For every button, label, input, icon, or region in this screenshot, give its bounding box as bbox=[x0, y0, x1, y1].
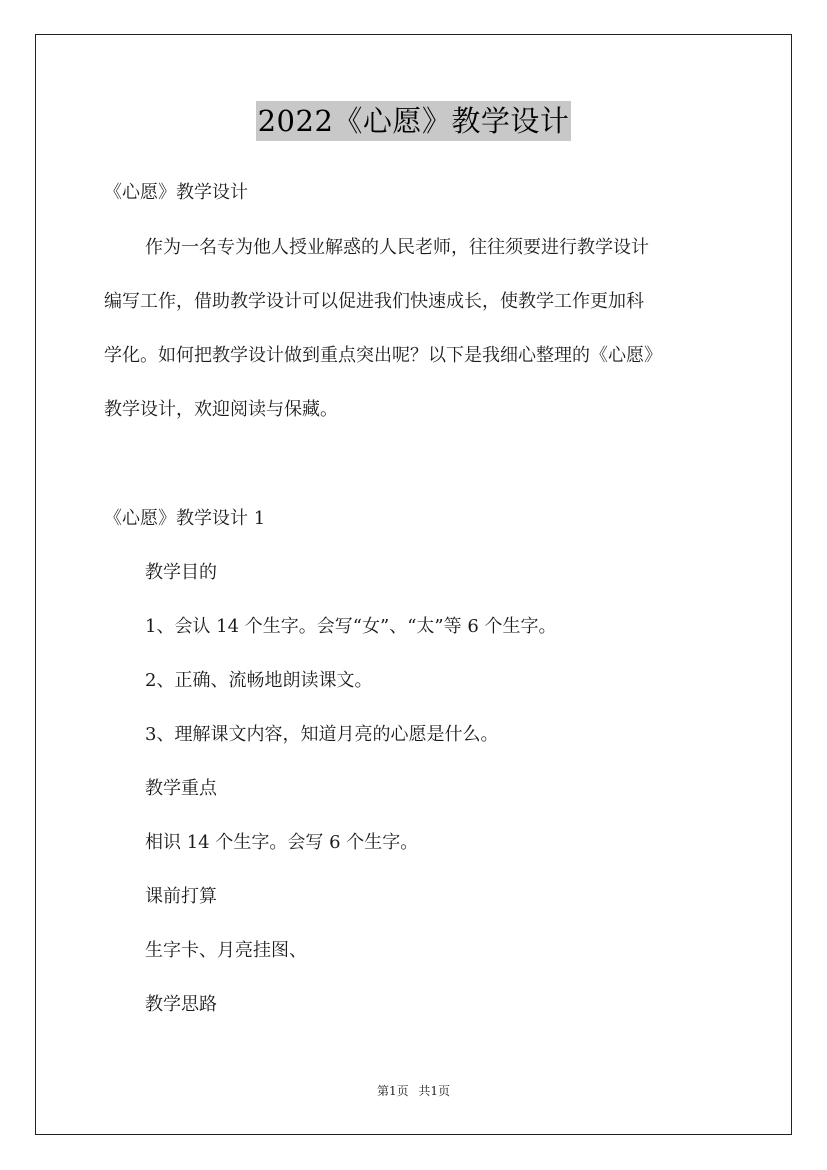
preparation-heading: 课前打算 bbox=[145, 886, 217, 907]
page-number-current: 第1页 bbox=[376, 1084, 409, 1098]
approach-heading: 教学思路 bbox=[145, 994, 217, 1015]
title-container bbox=[0, 101, 827, 141]
page-footer bbox=[0, 1083, 827, 1099]
document-title: 2022《心愿》教学设计 bbox=[256, 101, 572, 141]
intro-paragraph-line: 作为一名专为他人授业解惑的人民老师，往往须要进行教学设计 bbox=[145, 237, 649, 258]
page-number-total: 共1页 bbox=[418, 1084, 451, 1098]
intro-paragraph-line: 教学设计，欢迎阅读与保藏。 bbox=[104, 399, 338, 420]
objective-item: 1、会认 14 个生字。会写“女”、“太”等 6 个生字。 bbox=[145, 616, 557, 637]
preparation-text: 生字卡、月亮挂图、 bbox=[145, 940, 307, 961]
objectives-heading: 教学目的 bbox=[145, 562, 217, 583]
objective-item: 3、理解课文内容，知道月亮的心愿是什么。 bbox=[145, 724, 499, 745]
objective-item: 2、正确、流畅地朗读课文。 bbox=[145, 670, 373, 691]
key-points-text: 相识 14 个生字。会写 6 个生字。 bbox=[145, 832, 419, 853]
section-heading: 《心愿》教学设计 1 bbox=[104, 508, 266, 529]
intro-paragraph-line: 学化。如何把教学设计做到重点突出呢？以下是我细心整理的《心愿》 bbox=[104, 345, 662, 366]
key-points-heading: 教学重点 bbox=[145, 778, 217, 799]
intro-paragraph-line: 编写工作，借助教学设计可以促进我们快速成长，使教学工作更加科 bbox=[104, 291, 644, 312]
intro-heading: 《心愿》教学设计 bbox=[104, 182, 248, 203]
